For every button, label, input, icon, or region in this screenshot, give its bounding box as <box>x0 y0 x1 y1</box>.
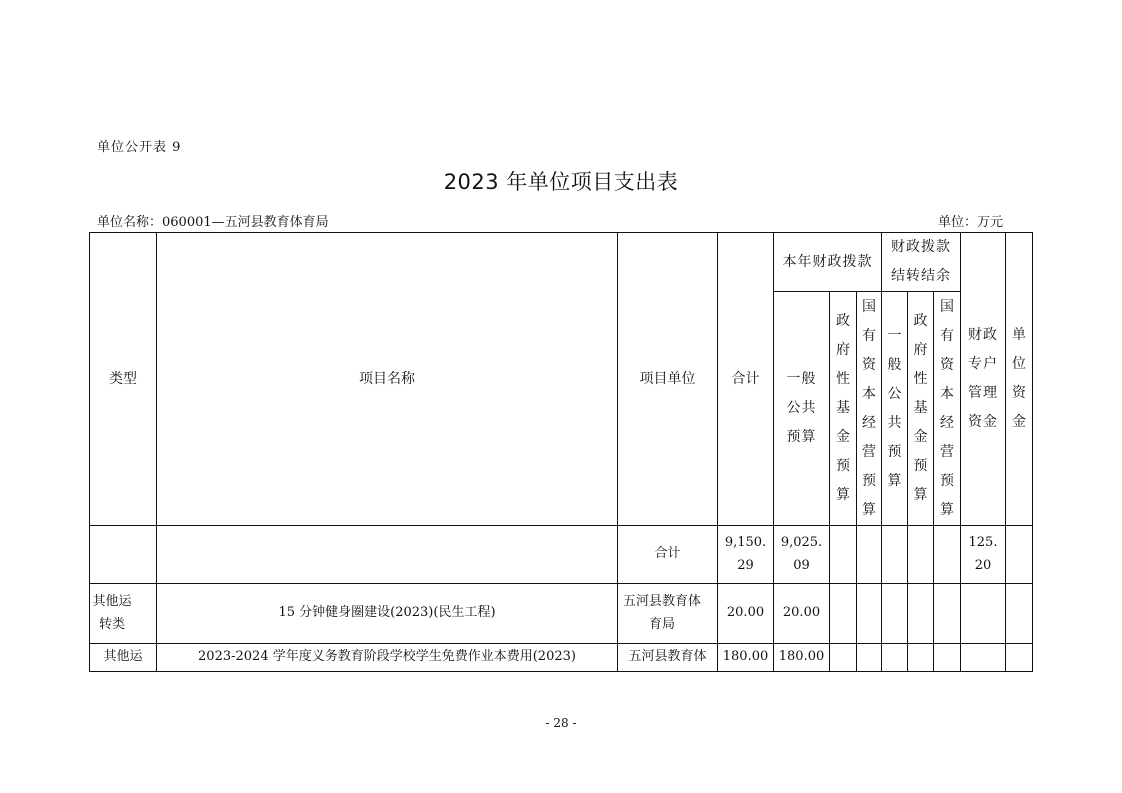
col-header-project-name: 项目名称 <box>157 233 618 526</box>
cell-co-general <box>882 526 908 584</box>
cell-unit-funds <box>1006 584 1033 644</box>
col-header-special-account: 财政专户管理资金 <box>961 233 1006 526</box>
cell-unit-funds <box>1006 526 1033 584</box>
col-header-carryover-group: 财政拨款结转结余 <box>882 233 961 292</box>
col-header-co-general-budget: 一般公共预算 <box>882 292 908 526</box>
unit-measure: 单位：万元 <box>938 215 1004 230</box>
header-row-1 <box>90 233 1033 292</box>
cell-state-capital <box>857 526 882 584</box>
cell-co-gov-fund <box>908 644 934 672</box>
col-header-co-gov-fund: 政府性基金预算 <box>908 292 934 526</box>
cell-co-gov-fund <box>908 526 934 584</box>
table-row <box>90 526 1033 584</box>
cell-special-account <box>961 584 1006 644</box>
cell-type <box>90 526 157 584</box>
cell-special-account: 125.20 <box>961 526 1006 584</box>
col-header-state-capital: 国有资本经营预算 <box>857 292 882 526</box>
table-row <box>90 584 1033 644</box>
cell-co-state-capital <box>934 584 961 644</box>
cell-project-unit: 合计 <box>618 526 718 584</box>
cell-gov-fund <box>830 526 857 584</box>
col-header-current-year-group: 本年财政拨款 <box>774 233 882 292</box>
cell-general-budget: 9,025.09 <box>774 526 830 584</box>
cell-project-name: 2023-2024 学年度义务教育阶段学校学生免费作业本费用(2023) <box>157 644 618 672</box>
cell-type: 其他运 <box>90 644 157 672</box>
cell-general-budget: 20.00 <box>774 584 830 644</box>
col-header-co-state-capital: 国有资本经营预算 <box>934 292 961 526</box>
cell-state-capital <box>857 644 882 672</box>
cell-co-state-capital <box>934 644 961 672</box>
cell-unit-funds <box>1006 644 1033 672</box>
cell-state-capital <box>857 584 882 644</box>
form-id: 单位公开表 9 <box>97 140 182 155</box>
cell-gov-fund <box>830 644 857 672</box>
cell-special-account <box>961 644 1006 672</box>
cell-project-name: 15 分钟健身圈建设(2023)(民生工程) <box>157 584 618 644</box>
col-header-general-budget: 一般公共预算 <box>774 292 830 526</box>
cell-total: 20.00 <box>718 584 774 644</box>
cell-project-name <box>157 526 618 584</box>
cell-project-unit: 五河县教育体 <box>618 644 718 672</box>
col-header-total: 合计 <box>718 233 774 526</box>
cell-gov-fund <box>830 584 857 644</box>
col-header-unit-funds: 单位资金 <box>1006 233 1033 526</box>
cell-general-budget: 180.00 <box>774 644 830 672</box>
cell-co-gov-fund <box>908 584 934 644</box>
unit-name: 单位名称：060001—五河县教育体育局 <box>97 215 329 230</box>
cell-project-unit: 五河县教育体育局 <box>618 584 718 644</box>
table-row <box>90 644 1033 672</box>
cell-co-general <box>882 644 908 672</box>
col-header-type: 类型 <box>90 233 157 526</box>
col-header-project-unit: 项目单位 <box>618 233 718 526</box>
cell-co-state-capital <box>934 526 961 584</box>
cell-type: 其他运转类 <box>90 584 157 644</box>
cell-total: 9,150.29 <box>718 526 774 584</box>
col-header-gov-fund: 政府性基金预算 <box>830 292 857 526</box>
page-number: - 28 - <box>545 716 577 730</box>
cell-co-general <box>882 584 908 644</box>
page-title: 2023 年单位项目支出表 <box>443 170 679 194</box>
cell-total: 180.00 <box>718 644 774 672</box>
project-expenditure-table <box>89 232 1033 672</box>
